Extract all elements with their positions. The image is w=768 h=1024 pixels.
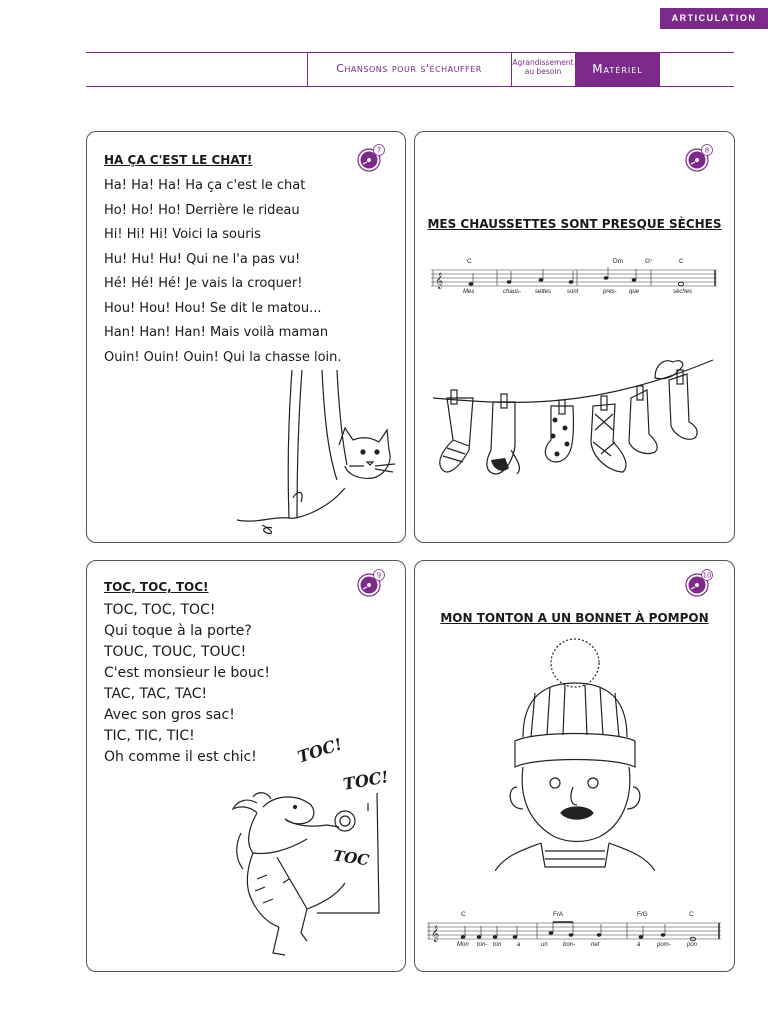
song-title: HA ÇA C'EST LE CHAT! [104,153,253,167]
music-staff [431,258,721,308]
song-lyrics [104,600,270,768]
socks-clothesline-illustration [433,350,718,490]
lyric-line: Hi! Hi! Hi! Voici la souris [104,227,261,242]
sound-effect: TOC! [295,734,345,767]
syllable: pon [687,942,698,948]
syllable: ton- [477,942,488,948]
chord: F/A [553,911,564,918]
cd-icon [357,569,385,597]
syllable: chaus- [503,289,522,295]
lyric-line: TOUC, TOUC, TOUC! [104,644,247,660]
chord: C [461,911,466,918]
header-song-section: Chansons pour s'échauffer [336,62,482,75]
lyric-line: Hu! Hu! Hu! Qui ne l'a pas vu! [104,251,301,267]
syllable: sont [567,289,579,295]
syllable: net [591,942,600,948]
cat-curtain-illustration [227,370,397,540]
syllable: ton [493,942,502,948]
lyric-line: Hou! Hou! Hou! Se dit le matou... [104,300,322,316]
cd-icon [685,569,713,597]
song-card-8 [414,131,735,543]
syllable: pres- [603,289,617,295]
enlargement-line: Agrandissement [512,58,574,67]
chord: G⁷ [645,258,653,265]
chord: C [689,911,694,918]
cd-icon [685,144,713,172]
lyric-line: Qui toque à la porte? [104,623,252,639]
lyric-line: TOC, TOC, TOC! [104,602,216,618]
chord: C [679,258,684,265]
sound-effect: TOC! [341,767,390,794]
syllable: sèches [673,289,693,295]
syllable: settes [535,289,552,295]
header-enlargement-note [511,58,575,76]
syllable: Mes [463,289,475,295]
lyric-line: TIC, TIC, TIC! [104,728,195,744]
song-card-9 [86,560,406,972]
lyric-line: Han! Han! Han! Mais voilà maman [104,325,329,340]
track-number: 9 [376,571,382,580]
treble-clef-icon: 𝄞 [431,926,440,942]
syllable: pom- [657,942,671,948]
goat-knocking-illustration [227,783,387,969]
cd-icon [357,144,385,172]
track-number: 8 [704,146,710,155]
song-card-10 [414,560,735,972]
lyric-line: Avec son gros sac! [104,707,235,723]
song-title: MON TONTON A UN BONNET À POMPON [440,611,709,625]
syllable: Mon [457,942,469,948]
lyric-line: Hé! Hé! Hé! Je vais la croquer! [104,276,303,291]
uncle-bonnet-illustration [495,637,655,871]
enlargement-line: au besoin [524,67,562,76]
song-card-7 [86,131,406,543]
syllable: que [629,289,640,295]
lyric-line: C'est monsieur le bouc! [104,665,271,681]
song-lyrics [104,174,342,370]
lyric-line: Oh comme il est chic! [104,749,257,765]
song-title: TOC, TOC, TOC! [104,580,209,594]
chord: F/G [637,911,648,918]
sound-effect: TOC [331,846,371,870]
syllable: un [541,942,548,948]
track-number: 7 [376,146,382,155]
syllable: à [637,942,641,948]
treble-clef-icon: 𝄞 [435,273,444,289]
lyric-line: Ha! Ha! Ha! Ha ça c'est le chat [104,178,306,193]
lyric-line: Ho! Ho! Ho! Derrière le rideau [104,202,300,218]
section-tag: ARTICULATION [660,8,768,29]
header-bottom-rule [86,86,734,87]
lyric-line: TAC, TAC, TAC! [104,686,208,702]
syllable: a [517,942,521,948]
chord: C [467,258,472,265]
syllable: bon- [563,942,576,948]
header-material: Matériel [575,52,660,86]
track-number: 10 [702,571,712,580]
chord: Dm [613,258,624,265]
music-staff [427,911,723,961]
song-title: MES CHAUSSETTES SONT PRESQUE SÈCHES [427,217,722,231]
lyric-line: Ouin! Ouin! Ouin! Qui la chasse loin. [104,349,342,365]
